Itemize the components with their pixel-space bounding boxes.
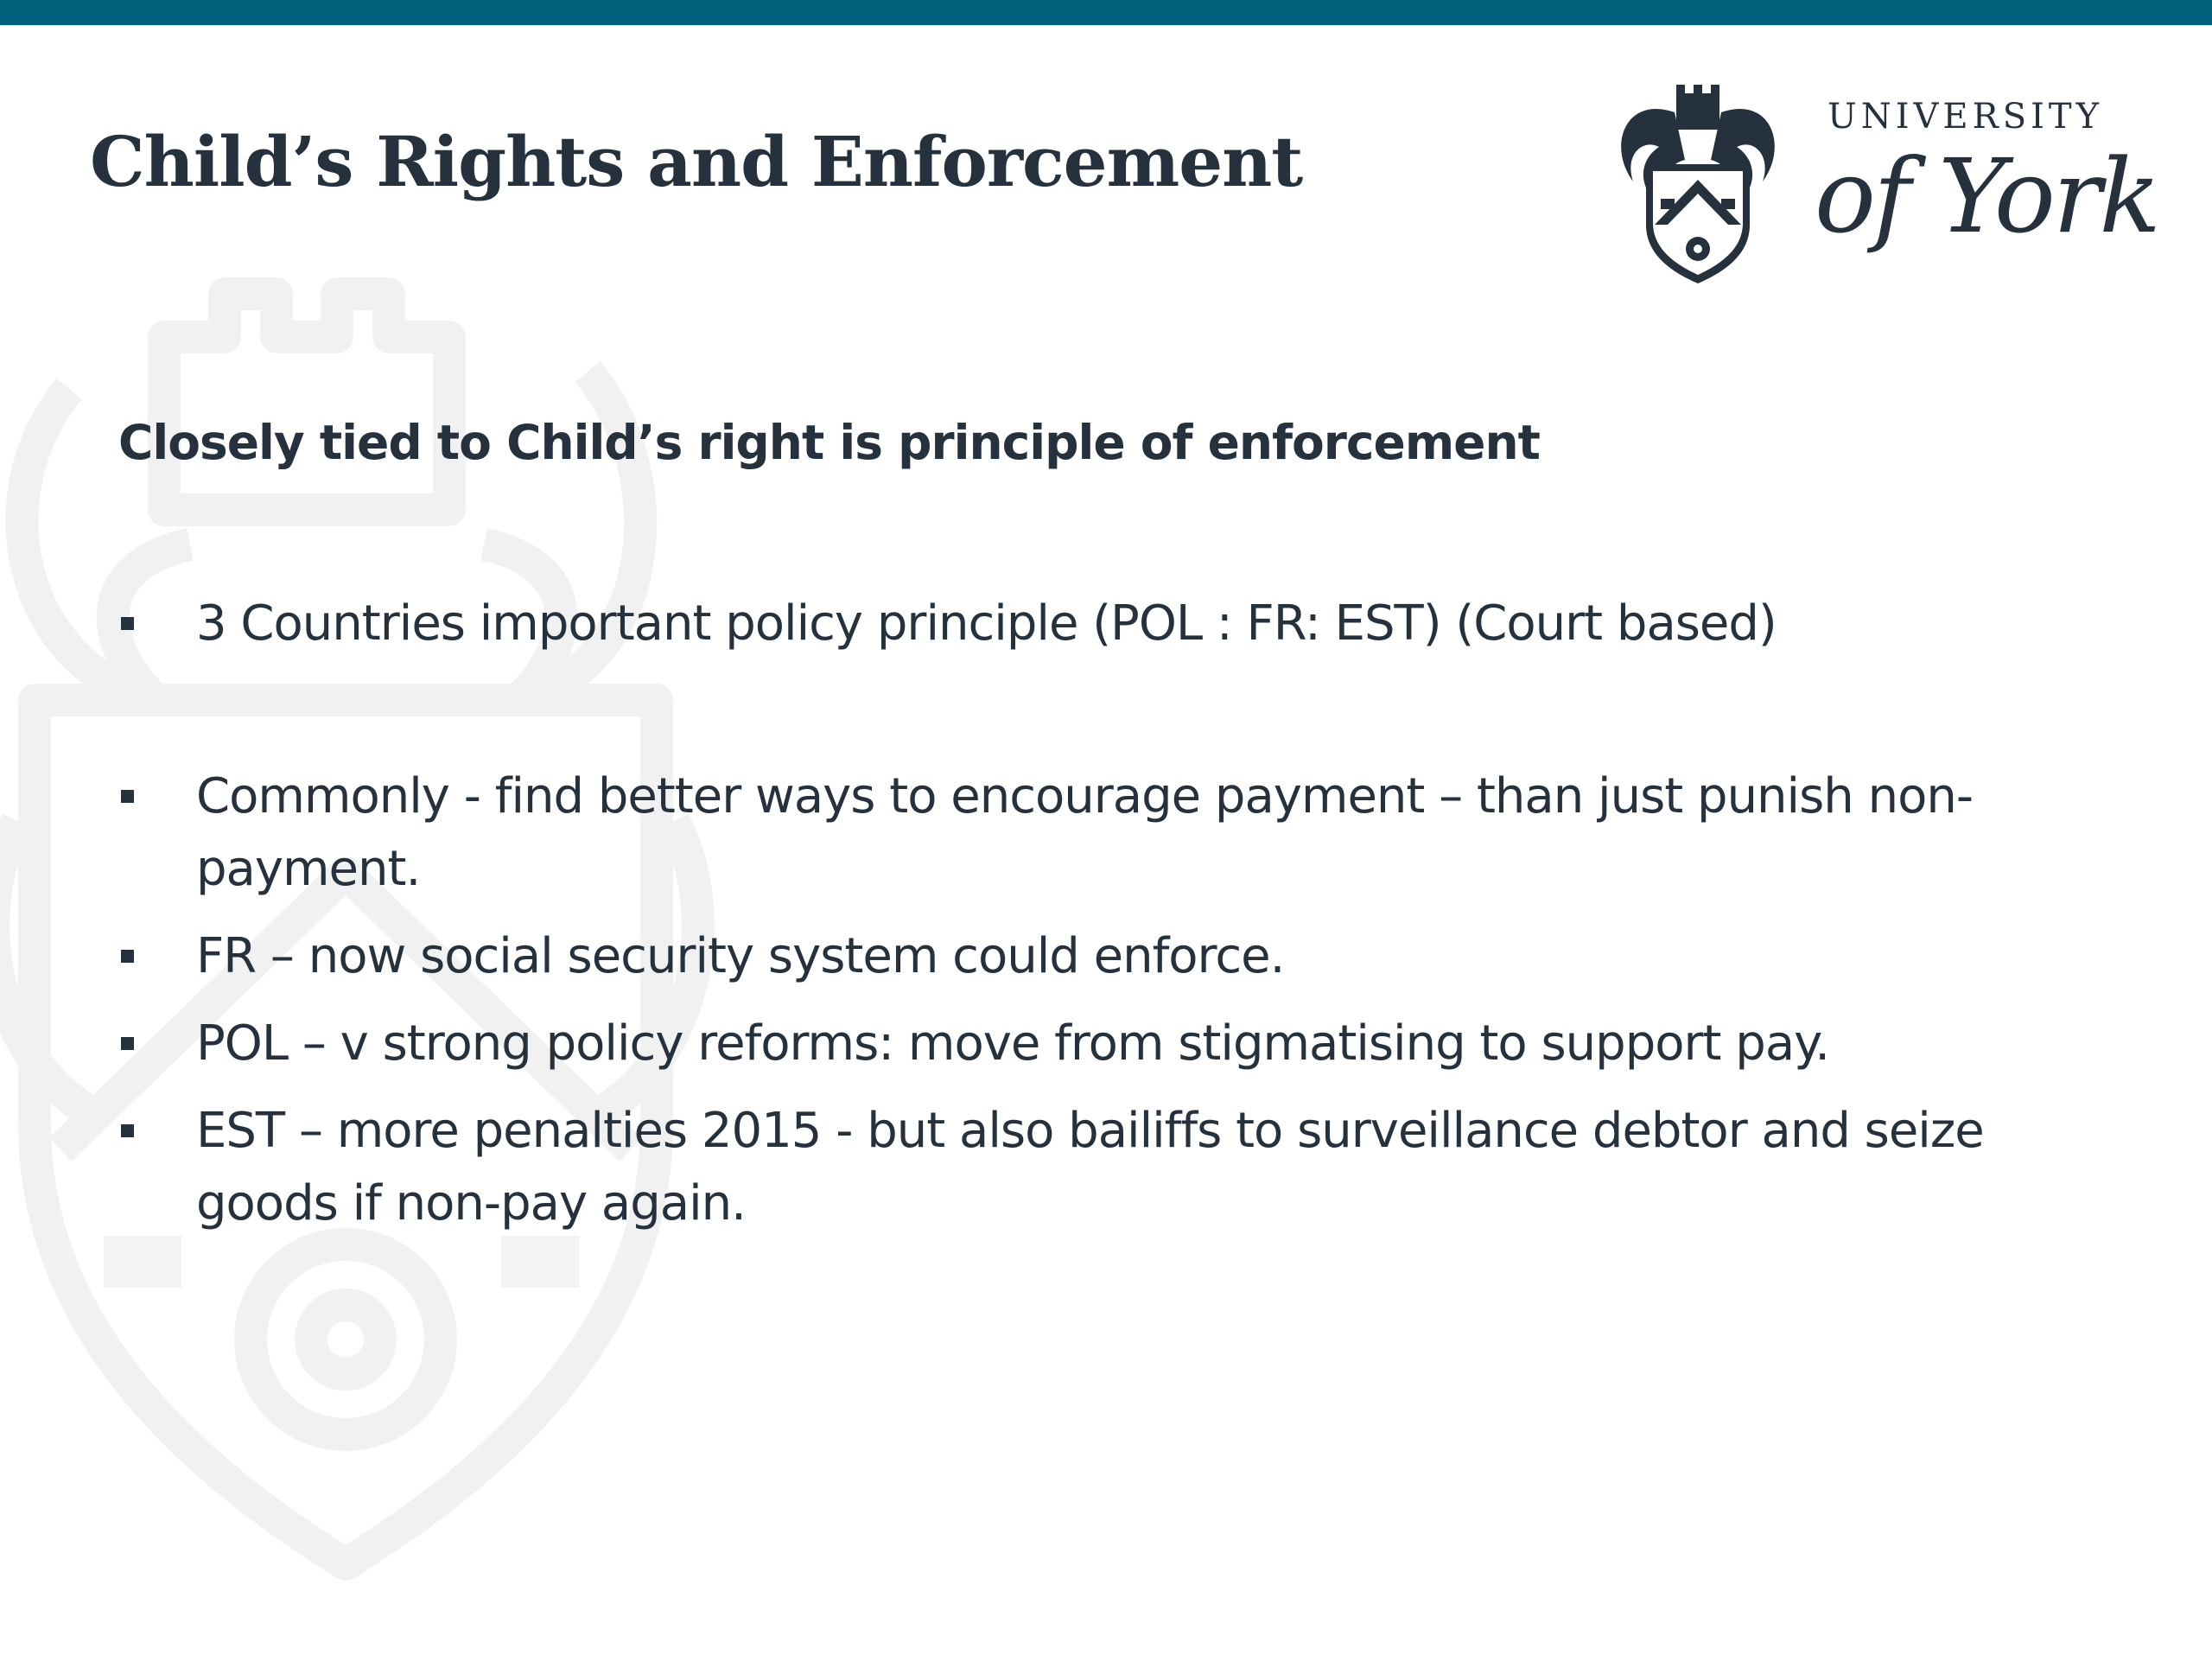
bullet-text: FR – now social security system could enforce. bbox=[196, 928, 1285, 984]
slide-title: Child’s Rights and Enforcement bbox=[90, 121, 1303, 202]
logo-university-text: UNIVERSITY bbox=[1827, 97, 2104, 137]
bullet-text: POL – v strong policy reforms: move from stigmatising to support pay. bbox=[196, 1015, 1830, 1072]
slide-subheading: Closely tied to Child’s right is principle of enforcement bbox=[118, 415, 1540, 470]
bullet-text: Commonly - find better ways to encourage payment – than just punish non-payment. bbox=[196, 768, 1974, 897]
square-bullet-icon bbox=[121, 617, 134, 630]
square-bullet-icon bbox=[121, 1124, 134, 1137]
bullet-text: 3 Countries important policy principle (POL : FR: EST) (Court based) bbox=[196, 595, 1777, 652]
square-bullet-icon bbox=[121, 950, 134, 963]
square-bullet-icon bbox=[121, 790, 134, 803]
logo-of-york-text: of York bbox=[1815, 137, 2158, 256]
square-bullet-icon bbox=[121, 1037, 134, 1050]
bullet-text: EST – more penalties 2015 - but also bailiffs to surveillance debtor and seize goods if non-pay again. bbox=[196, 1103, 1984, 1231]
